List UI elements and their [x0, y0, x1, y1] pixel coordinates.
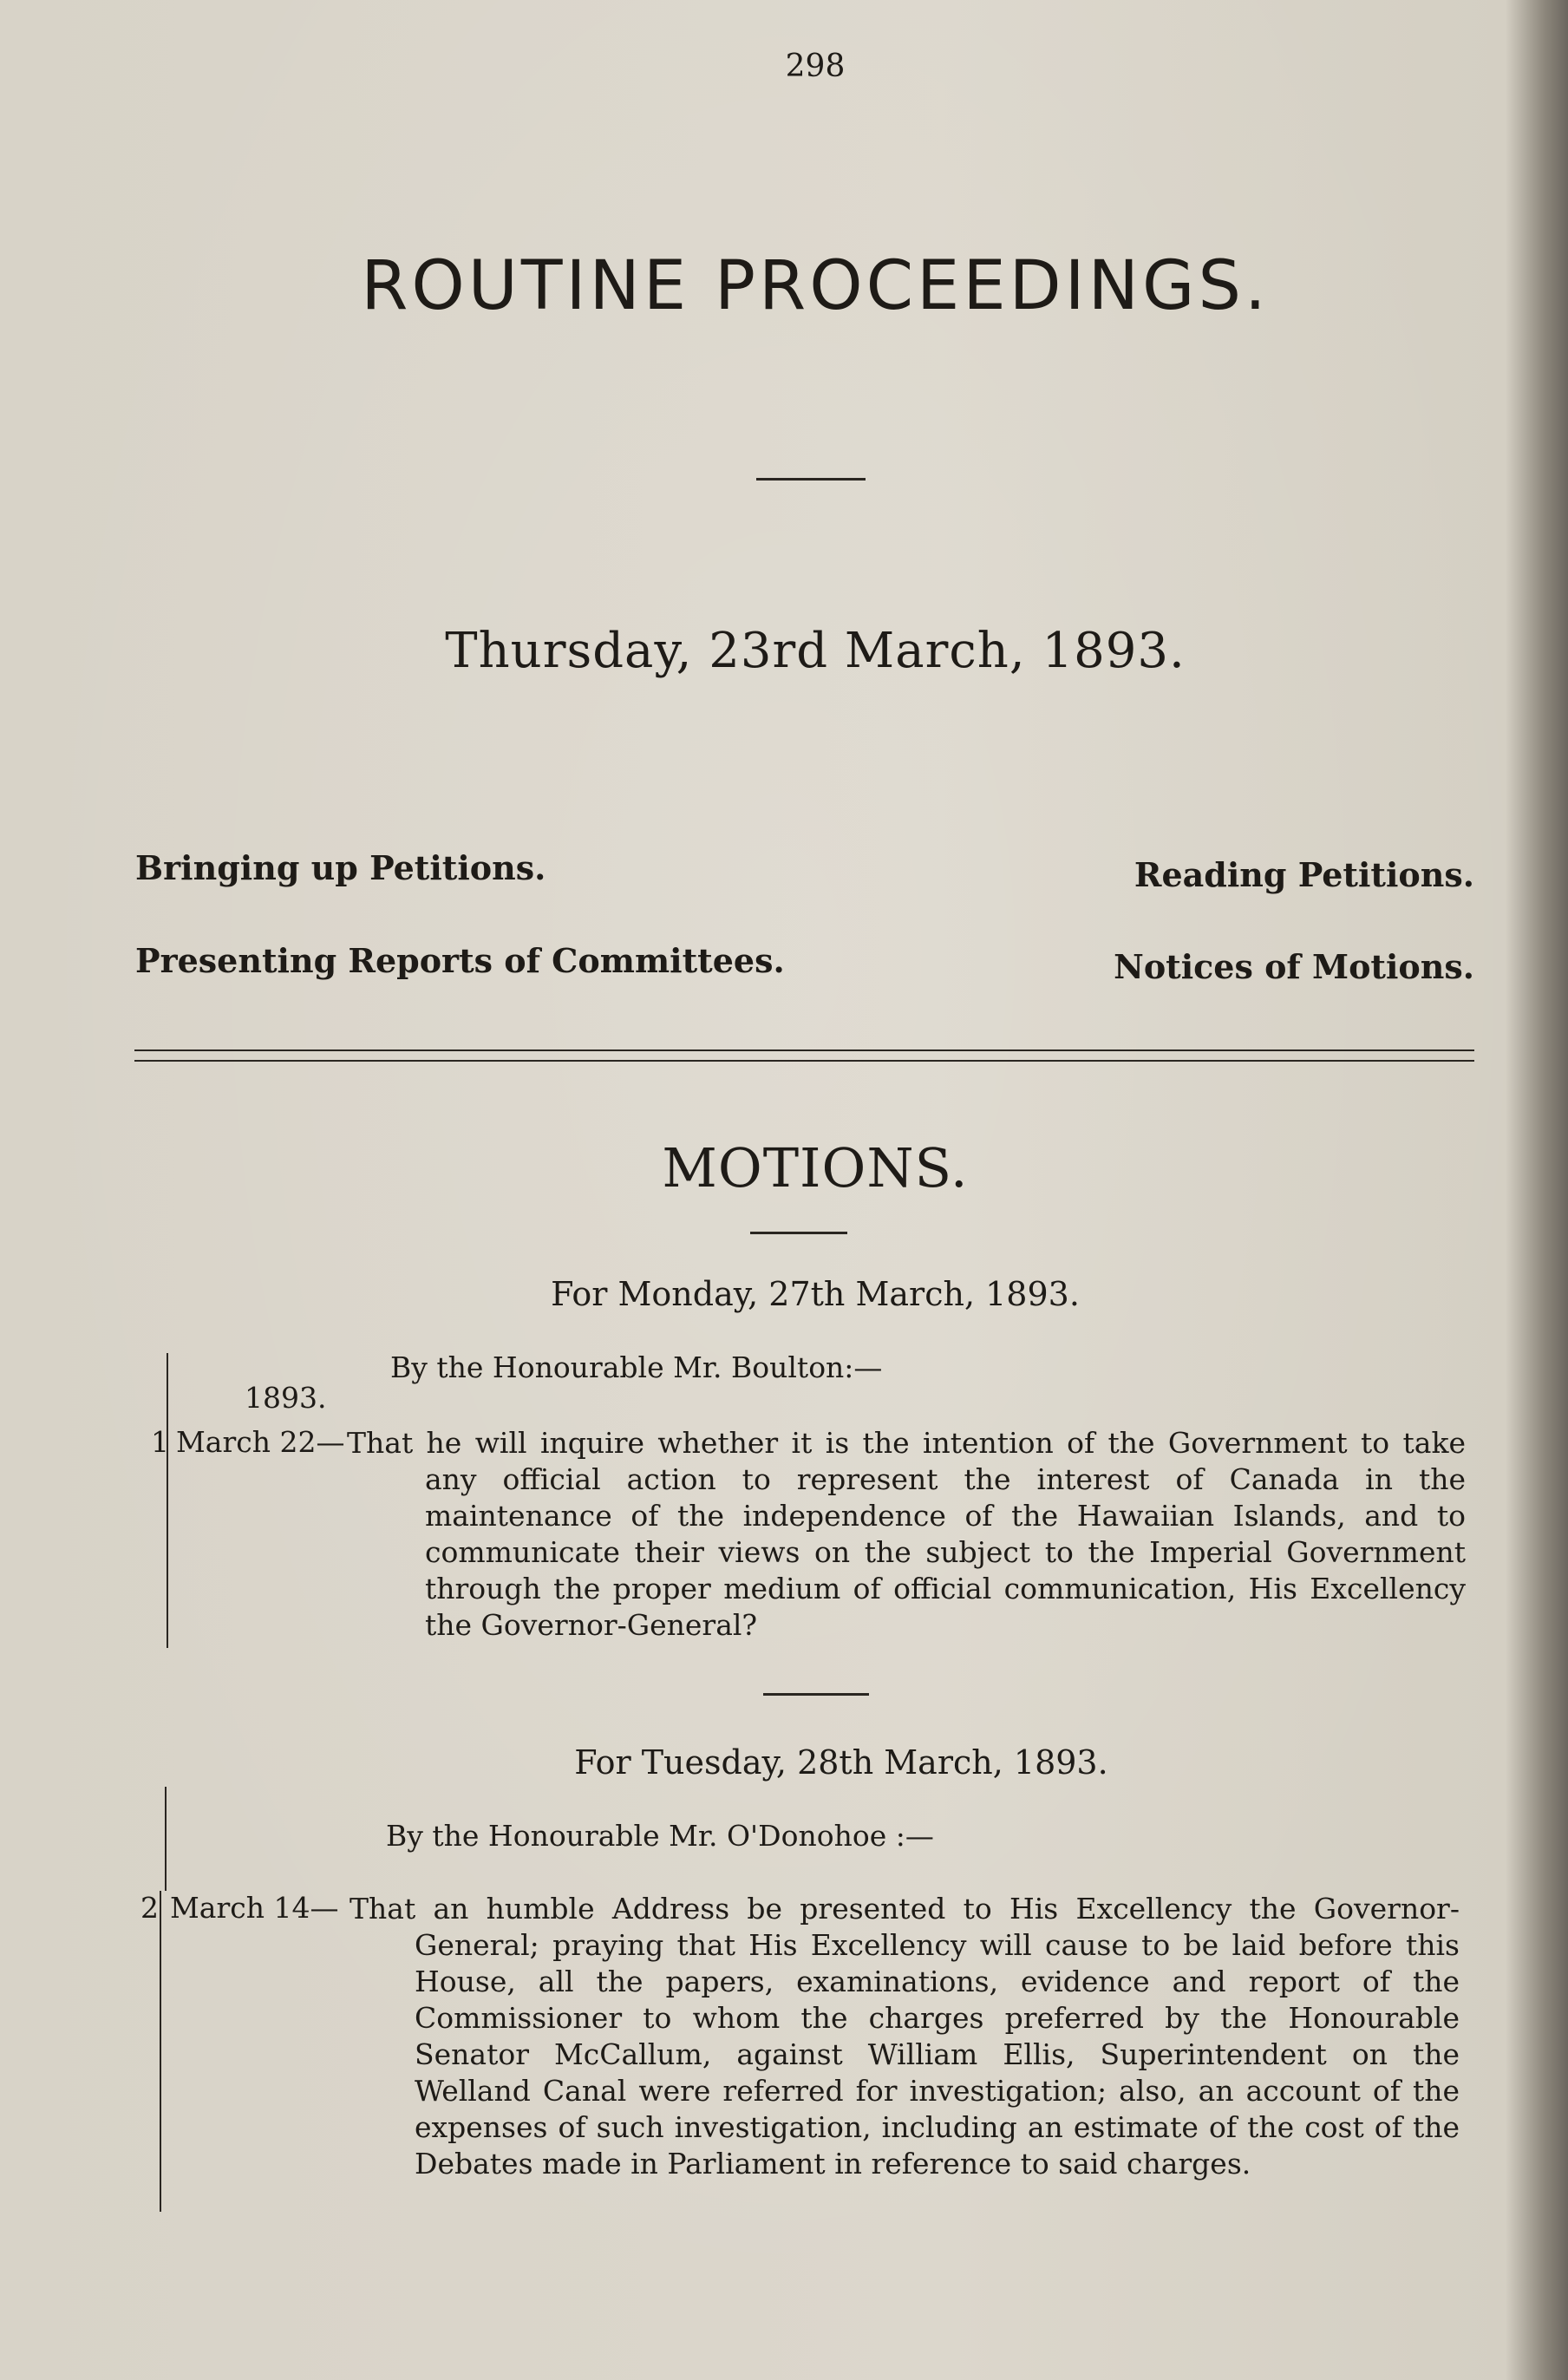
mover-odonohoe: By the Honourable Mr. O'Donohoe :— — [386, 1819, 934, 1853]
title-divider — [756, 478, 866, 481]
margin-rule — [165, 1787, 167, 1891]
motion-date: March 14— — [170, 1891, 339, 1925]
routine-reading-petitions: Reading Petitions. — [1134, 855, 1474, 894]
motions-divider — [750, 1232, 847, 1234]
page-title: ROUTINE PROCEEDINGS. — [361, 247, 1270, 325]
day-heading-monday: For Monday, 27th March, 1893. — [551, 1275, 1080, 1313]
motion-number: 1 — [151, 1425, 169, 1459]
day-divider — [763, 1693, 869, 1696]
motion-number: 2 — [140, 1891, 159, 1925]
routine-presenting-reports: Presenting Reports of Committees. — [135, 941, 785, 980]
motions-heading: MOTIONS. — [662, 1136, 969, 1200]
routine-bringing-up-petitions: Bringing up Petitions. — [135, 848, 546, 887]
day-heading-tuesday: For Tuesday, 28th March, 1893. — [574, 1743, 1108, 1782]
margin-rule — [160, 1891, 161, 2212]
motion-text: That an humble Address be presented to His Excellency the Governor-General; praying that His Excellency will cause to be laid before this House, all the papers, examinations, evidence and report of the Commissioner to whom the charges preferred by the Honourable Senator McCallum, against William Ellis, Superintendent on the Welland Canal were referred for investigation; also, an account of the expenses of such investigation, including an estimate of the cost of the Debates made in Parliament in reference to said charges. — [350, 1892, 1460, 2181]
motion-text: That he will inquire whether it is the intention of the Government to take any official action to represent the interest of Canada in the maintenance of the independence of the Hawaiian Islands, and to communicate their views on the subject to the Imperial Government through the proper medium of official communication, His Excellency the Governor-General? — [347, 1426, 1466, 1642]
motion-year: 1893. — [245, 1381, 327, 1415]
section-double-rule — [134, 1049, 1474, 1062]
margin-rule — [167, 1353, 168, 1648]
motion-date: March 22— — [176, 1425, 345, 1459]
mover-boulton: By the Honourable Mr. Boulton:— — [390, 1350, 883, 1384]
routine-notices-of-motions: Notices of Motions. — [1114, 947, 1474, 986]
page-number: 298 — [785, 49, 846, 84]
sitting-date: Thursday, 23rd March, 1893. — [445, 623, 1186, 679]
